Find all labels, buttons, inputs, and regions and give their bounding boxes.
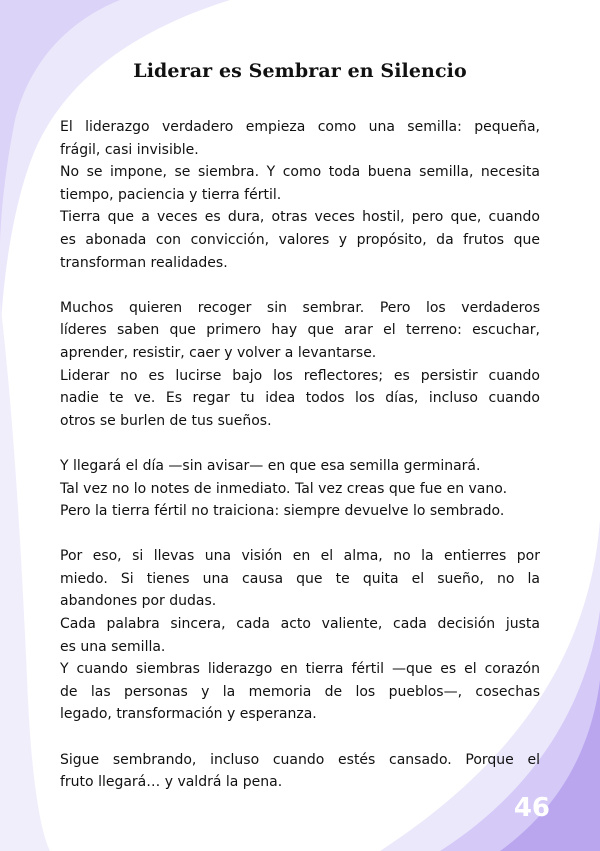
left-edge-wave [0,300,50,851]
page-number: 46 [513,793,550,823]
text-line: tiempo, paciencia y tierra fértil. [60,186,282,203]
text-line: líderes saben que primero hay que arar el terreno: escuchar, [60,322,540,339]
text-line: No se impone, se siembra. Y como toda buena semilla, necesita [60,164,540,181]
text-line: Tal vez no lo notes de inmediato. Tal vez creas que fue en vano. [60,480,508,497]
text-line: es abonada con convicción, valores y propósito, da frutos que [60,231,540,248]
text-line: Y cuando siembras liderazgo en tierra fértil —que es el corazón [60,661,540,678]
text-line: Cada palabra sincera, cada acto valiente, cada decisión justa [60,616,540,633]
text-line: Por eso, si llevas una visión en el alma, no la entierres por [60,548,540,565]
text-line: Y llegará el día —sin avisar— en que esa semilla germinará. [60,457,481,474]
text-line: otros se burlen de tus sueños. [60,412,272,429]
text-line: Tierra que a veces es dura, otras veces hostil, pero que, cuando [60,209,540,226]
text-line: legado, transformación y esperanza. [60,706,317,723]
text-line: Liderar no es lucirse bajo los reflectores; es persistir cuando [60,367,540,384]
text-line: Muchos quieren recoger sin sembrar. Pero los verdaderos [60,299,540,316]
text-line: nadie te ve. Es regar tu idea todos los días, incluso cuando [60,390,540,407]
page-title: Liderar es Sembrar en Silencio [133,60,467,82]
text-line: Sigue sembrando, incluso cuando estés cansado. Porque el [60,751,540,768]
text-line: El liderazgo verdadero empieza como una semilla: pequeña, [60,119,540,135]
text-line: abandones por dudas. [60,593,217,610]
paragraph-3 [60,455,540,523]
body-text [60,116,540,794]
paragraph-4 [60,545,540,726]
text-line: frágil, casi invisible. [60,141,199,158]
text-line: miedo. Si tienes una causa que te quita el sueño, no la [60,570,540,587]
text-line: Pero la tierra fértil no traiciona: siempre devuelve lo sembrado. [60,503,505,520]
paragraph-2 [60,297,540,433]
text-line: fruto llegará… y valdrá la pena. [60,774,283,791]
text-line: aprender, resistir, caer y volver a levantarse. [60,344,377,361]
paragraph-1 [60,116,540,274]
text-line: transforman realidades. [60,254,228,271]
text-line: de las personas y la memoria de los pueblos—, cosechas [60,683,540,700]
paragraph-5 [60,749,540,794]
text-line: es una semilla. [60,638,166,655]
